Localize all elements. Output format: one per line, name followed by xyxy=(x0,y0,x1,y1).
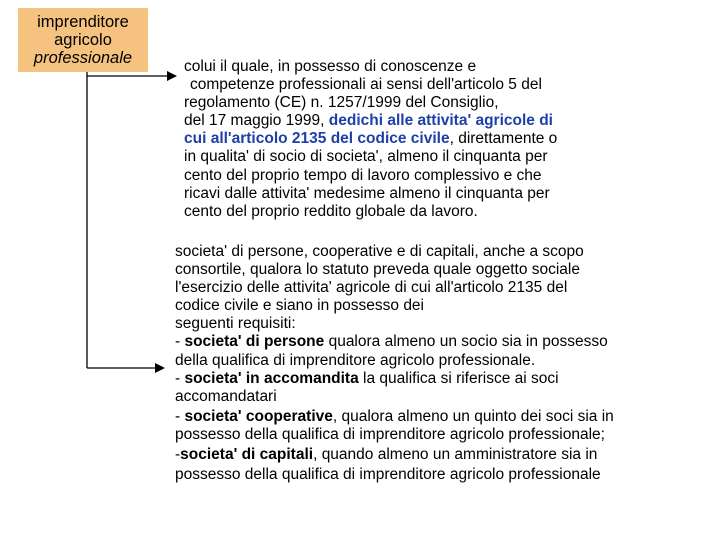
connector-arrow-1-head xyxy=(167,71,177,81)
text-line: l'esercizio delle attivita' agricole di cui all'articolo 2135 del xyxy=(175,279,568,297)
text-line: cui all'articolo 2135 del codice civile, direttamente o xyxy=(184,130,558,148)
list-item-cooperative: - societa' cooperative, qualora almeno un quinto dei soci sia in xyxy=(175,407,614,425)
text-line: competenze professionali ai sensi dell'articolo 5 del xyxy=(190,76,542,94)
text-line: seguenti requisiti: xyxy=(175,315,296,333)
text-line: della qualifica di imprenditore agricolo professionale. xyxy=(175,351,536,369)
text-line: possesso della qualifica di imprenditore agricolo professionale; xyxy=(175,425,605,443)
term-line-3: professionale xyxy=(33,49,133,67)
text-line: in qualita' di socio di societa', almeno il cinquanta per xyxy=(184,148,548,166)
text-line: del 17 maggio 1999, dedichi alle attivita' agricole di xyxy=(184,112,553,130)
connector-arrow-2-head xyxy=(155,363,165,373)
definition-individual xyxy=(184,58,634,221)
text-line: regolamento (CE) n. 1257/1999 del Consiglio, xyxy=(184,94,499,112)
term-line-2: agricolo xyxy=(54,31,112,49)
text-line: cento del proprio reddito globale da lavoro. xyxy=(184,202,478,220)
list-item-capitali: -societa' di capitali, quando almeno un amministratore sia in xyxy=(175,446,598,464)
text-line: accomandatari xyxy=(175,387,277,405)
company-type-label: societa' di capitali xyxy=(180,446,314,464)
list-item-accomandita: - societa' in accomandita la qualifica si riferisce ai soci xyxy=(175,369,559,387)
text-line: cento del proprio tempo di lavoro complessivo e che xyxy=(184,166,542,184)
company-type-label: societa' di persone xyxy=(184,333,325,351)
text-line: societa' di persone, cooperative e di capitali, anche a scopo xyxy=(175,243,584,260)
list-item-persone: - societa' di persone qualora almeno un socio sia in possesso xyxy=(175,333,608,351)
company-type-label: societa' in accomandita xyxy=(184,369,359,387)
text-line: possesso della qualifica di imprenditore agricolo professionale xyxy=(175,466,601,484)
definition-companies xyxy=(175,243,705,484)
text-line: colui il quale, in possesso di conoscenze e xyxy=(184,58,477,75)
highlight-text: dedichi alle attivita' agricole di xyxy=(328,112,553,130)
text-line: codice civile e siano in possesso dei xyxy=(175,297,424,315)
term-line-1: imprenditore xyxy=(37,13,129,31)
text-line: consortile, qualora lo statuto preveda quale oggetto sociale xyxy=(175,261,580,279)
term-box xyxy=(18,8,148,72)
highlight-text: cui all'articolo 2135 del codice civile xyxy=(184,130,450,148)
company-type-label: societa' cooperative xyxy=(184,407,333,425)
text-line: ricavi dalle attivita' medesime almeno il cinquanta per xyxy=(184,184,550,202)
